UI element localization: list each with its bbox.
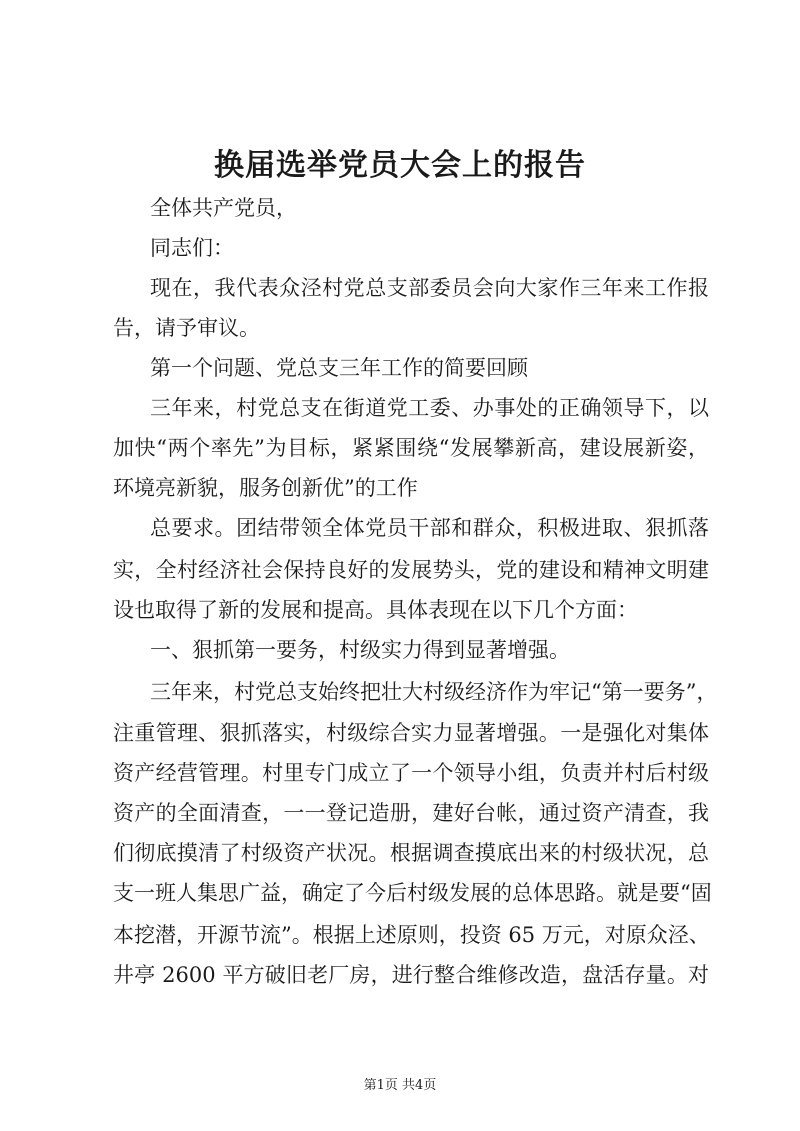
page-footer: 第1页 共4页 bbox=[363, 1078, 437, 1093]
body-text-line: 告，请予审议。 bbox=[113, 316, 260, 340]
body-text-line: 三年来，村党总支在街道党工委、办事处的正确领导下，以 bbox=[150, 396, 709, 420]
document-title: 换届选举党员大会上的报告 bbox=[214, 148, 586, 183]
body-text-line: 资产经营管理。村里专门成立了一个领导小组，负责并村后村级 bbox=[113, 761, 709, 785]
body-text-line: 第一个问题、党总支三年工作的简要回顾 bbox=[150, 356, 528, 380]
body-text-line: 总要求。团结带领全体党员干部和群众，积极进取、狠抓落 bbox=[150, 516, 709, 540]
body-text-line: 现在，我代表众泾村党总支部委员会向大家作三年来工作报 bbox=[150, 276, 709, 300]
body-text-line: 实，全村经济社会保持良好的发展势头，党的建设和精神文明建 bbox=[113, 558, 709, 582]
body-text-line: 三年来，村党总支始终把壮大村级经济作为牢记“第一要务”， bbox=[150, 680, 718, 704]
body-text-line: 注重管理、狠抓落实，村级综合实力显著增强。一是强化对集体 bbox=[113, 721, 709, 745]
body-text-line: 全体共产党员， bbox=[150, 196, 297, 220]
body-text-line: 井亭 2600 平方破旧老厂房，进行整合维修改造，盘活存量。对 bbox=[113, 963, 709, 987]
body-text-line: 支一班人集思广益，确定了今后村级发展的总体思路。就是要“固 bbox=[113, 881, 712, 905]
body-text-line: 本挖潜，开源节流”。根据上述原则，投资 65 万元，对原众泾、 bbox=[113, 923, 710, 947]
body-text-line: 加快“两个率先”为目标，紧紧围绕“发展攀新高，建设展新姿， bbox=[113, 436, 709, 460]
body-text-line: 设也取得了新的发展和提高。具体表现在以下几个方面： bbox=[113, 598, 638, 622]
body-text-line: 同志们： bbox=[150, 236, 234, 260]
body-text-line: 资产的全面清查，一一登记造册，建好台帐，通过资产清查，我 bbox=[113, 801, 709, 825]
body-text-line: 们彻底摸清了村级资产状况。根据调查摸底出来的村级状况，总 bbox=[113, 841, 709, 865]
body-text-line: 环境亮新貌，服务创新优”的工作 bbox=[113, 476, 418, 500]
body-text-line: 一、狠抓第一要务，村级实力得到显著增强。 bbox=[150, 638, 570, 662]
